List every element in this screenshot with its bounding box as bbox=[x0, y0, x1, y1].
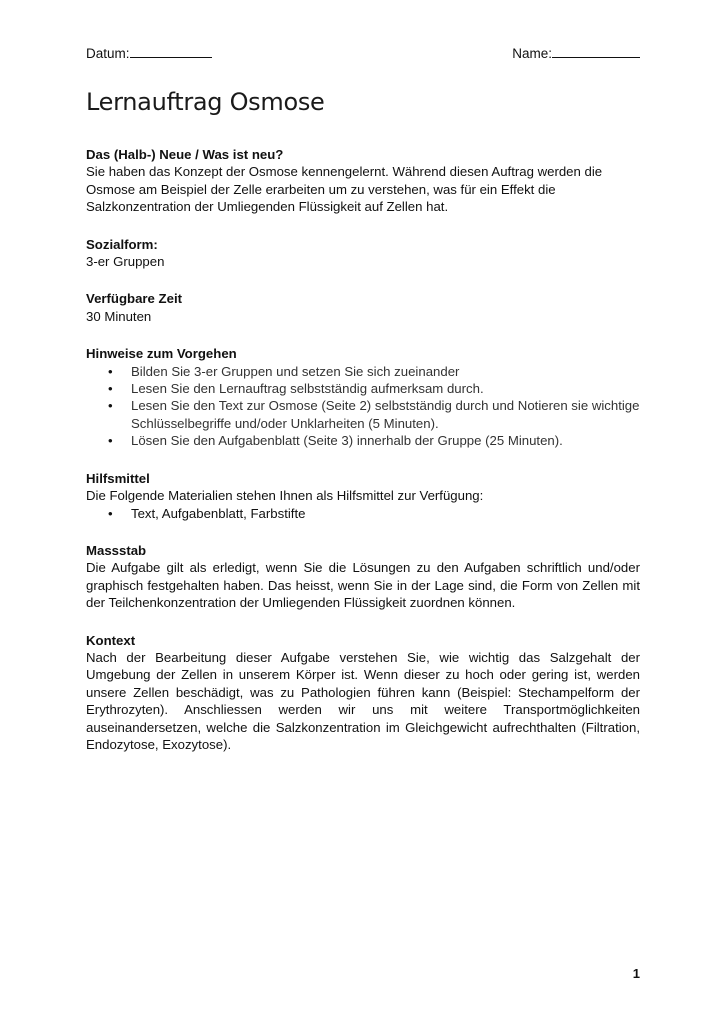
section-heading: Kontext bbox=[86, 632, 136, 648]
date-label: Datum: bbox=[86, 46, 130, 61]
document-body bbox=[86, 146, 640, 773]
section-sozialform bbox=[86, 236, 640, 271]
section-hilfsmittel bbox=[86, 470, 640, 522]
section-heading: Verfügbare Zeit bbox=[86, 291, 183, 307]
list-item: • Lösen Sie den Aufgabenblatt (Seite 3) innerhalb der Gruppe (25 Minuten). bbox=[131, 432, 640, 449]
section-text: Die Aufgabe gilt als erledigt, wenn Sie die Lösungen zu den Aufgaben schriftlich und/oder graphisch festgehalten haben. Das heisst, wenn Sie in der Lage sind, die Form von Zellen mit der Teilchenkonzentration der Umliegenden Flüssigkeit zuordnen können. bbox=[86, 560, 640, 611]
name-field bbox=[512, 45, 640, 61]
section-kontext bbox=[86, 632, 640, 754]
date-field bbox=[86, 45, 212, 61]
section-heading: Hinweise zum Vorgehen bbox=[86, 346, 237, 362]
materials-list bbox=[86, 505, 640, 522]
section-zeit bbox=[86, 290, 640, 325]
section-hinweise bbox=[86, 345, 640, 449]
section-heading: Sozialform: bbox=[86, 236, 158, 252]
list-item: • Text, Aufgabenblatt, Farbstifte bbox=[131, 505, 640, 522]
date-blank-line bbox=[130, 45, 212, 58]
name-blank-line bbox=[552, 45, 640, 58]
section-heading: Das (Halb-) Neue / Was ist neu? bbox=[86, 147, 284, 162]
list-item: • Lesen Sie den Lernauftrag selbstständig aufmerksam durch. bbox=[131, 380, 640, 397]
page-number: 1 bbox=[632, 966, 640, 981]
list-item: • Bilden Sie 3-er Gruppen und setzen Sie sich zueinander bbox=[131, 363, 640, 380]
list-item: • Lesen Sie den Text zur Osmose (Seite 2) selbstständig durch und Notieren sie wichtige Schlüsselbegriffe und/oder Unklarheiten (5 Minuten). bbox=[131, 397, 640, 432]
section-heading: Hilfsmittel bbox=[86, 470, 150, 486]
section-text: 3-er Gruppen bbox=[86, 254, 165, 270]
section-text: Die Folgende Materialien stehen Ihnen als Hilfsmittel zur Verfügung: bbox=[86, 488, 484, 504]
document-page bbox=[86, 0, 640, 1024]
name-label: Name: bbox=[512, 46, 552, 61]
section-heading: Massstab bbox=[86, 542, 147, 558]
section-neu bbox=[86, 146, 640, 216]
section-text: Nach der Bearbeitung dieser Aufgabe verstehen Sie, wie wichtig das Salzgehalt der Umgebung der Zellen in unserem Körper ist. Wenn dieser zu hoch oder gering ist, werden unsere Zellen beschädigt, was zu Pathologien führen kann (Beispiel: Stechampelform der Erythrozyten). Anschliessen werden wir uns mit weitere Transportmöglichkeiten auseinandersetzen, welche die Salzkonzentration im Gleichgewicht aufrechthalten (Filtration, Endozytose, Exozytose). bbox=[86, 649, 640, 752]
section-massstab bbox=[86, 542, 640, 612]
section-text: Sie haben das Konzept der Osmose kennengelernt. Während diesen Auftrag werden die Osmose am Beispiel der Zelle erarbeiten um zu verstehen, was für ein Effekt die Salzkonzentration der Umliegenden Flüssigkeit auf Zellen hat. bbox=[86, 164, 603, 215]
section-text: 30 Minuten bbox=[86, 308, 152, 324]
page-header bbox=[86, 45, 640, 67]
instruction-list bbox=[86, 363, 640, 450]
page-title: Lernauftrag Osmose bbox=[86, 88, 325, 116]
